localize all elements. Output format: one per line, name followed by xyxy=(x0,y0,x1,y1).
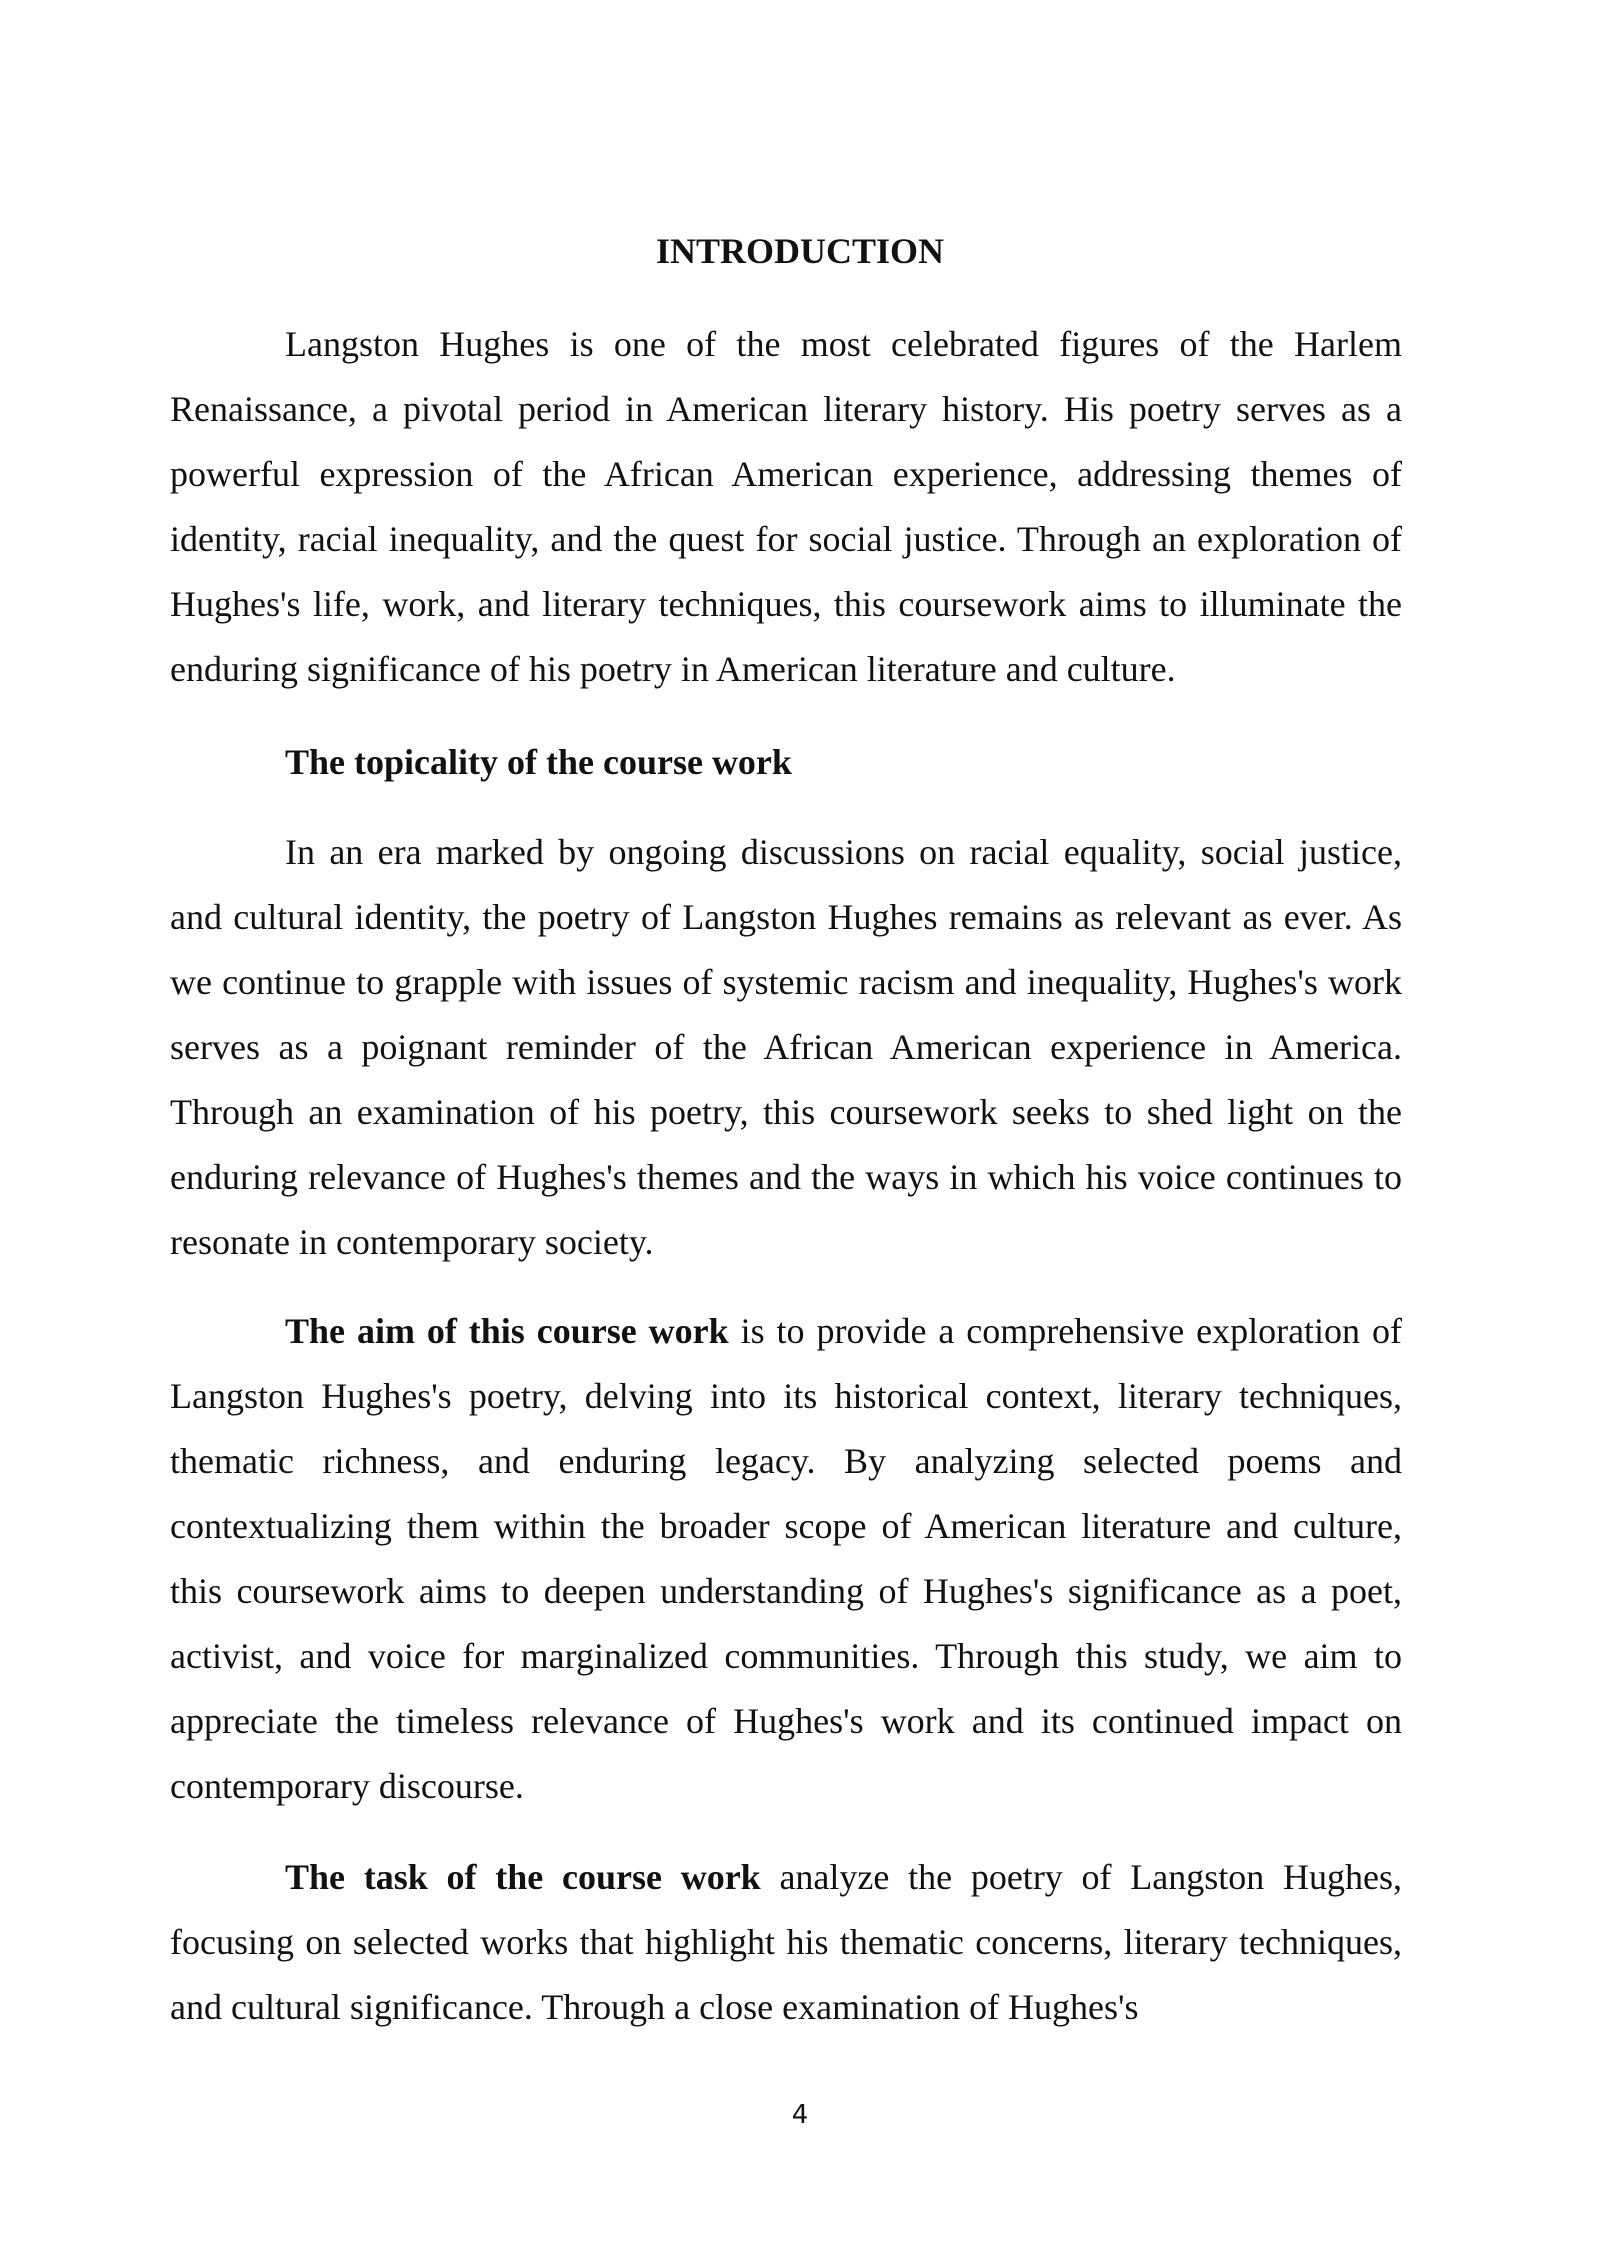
aim-lead: The aim of this course work xyxy=(285,1311,729,1351)
task-lead: The task of the course work xyxy=(285,1857,761,1897)
topicality-heading: The topicality of the course work xyxy=(285,742,792,782)
page-number: 4 xyxy=(791,2100,809,2130)
task-text: analyze the poetry of Langston Hughes, focusing on selected works that highlight his thematic concerns, literary techniques, and cultural significance. Through a close examination of Hughes's xyxy=(170,1857,1402,2027)
topicality-paragraph: In an era marked by ongoing discussions on racial equality, social justice, and cultural identity, the poetry of Langston Hughes remains as relevant as ever. As we continue to grapple with issues of systemic racism and inequality, Hughes's work serves as a poignant reminder of the African American experience in America. Through an examination of his poetry, this coursework seeks to shed light on the enduring relevance of Hughes's themes and the ways in which his voice continues to resonate in contemporary society. xyxy=(170,832,1402,1262)
aim-paragraph xyxy=(170,1299,1402,1819)
aim-text: is to provide a comprehensive exploration of Langston Hughes's poetry, delving into its historical context, literary techniques, thematic richness, and enduring legacy. By analyzing selected poems and contextualizing them within the broader scope of American literature and culture, this coursework aims to deepen understanding of Hughes's significance as a poet, activist, and voice for marginalized communities. Through this study, we aim to appreciate the timeless relevance of Hughes's work and its continued impact on contemporary discourse. xyxy=(170,1311,1402,1806)
task-paragraph xyxy=(170,1845,1402,2040)
page-heading: INTRODUCTION xyxy=(655,231,945,271)
intro-paragraph: Langston Hughes is one of the most celebrated figures of the Harlem Renaissance, a pivotal period in American literary history. His poetry serves as a powerful expression of the African American experience, addressing themes of identity, racial inequality, and the quest for social justice. Through an exploration of Hughes's life, work, and literary techniques, this coursework aims to illuminate the enduring significance of his poetry in American literature and culture. xyxy=(170,324,1402,689)
